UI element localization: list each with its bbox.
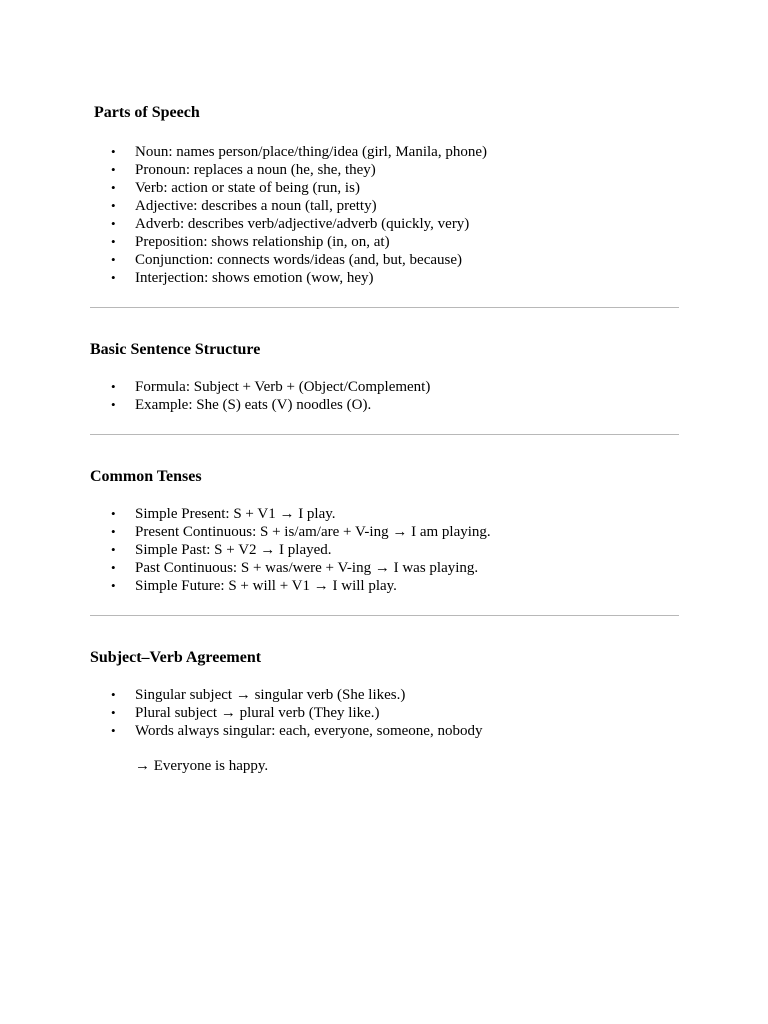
list-item: • Example: She (S) eats (V) noodles (O). — [111, 397, 372, 413]
bullet-list — [90, 143, 680, 287]
bullet-icon: • — [111, 560, 116, 575]
list-item: • Adjective: describes a noun (tall, pretty) — [111, 198, 377, 214]
list-item: • Simple Future: S + will + V1 → I will play. — [111, 578, 397, 594]
bullet-list — [90, 378, 680, 414]
bullet-icon: • — [111, 180, 116, 195]
list-item: • Past Continuous: S + was/were + V-ing → I was playing. — [111, 560, 479, 576]
horizontal-divider — [90, 434, 679, 435]
bullet-list — [90, 686, 680, 740]
bullet-icon: • — [111, 198, 116, 213]
list-item: • Conjunction: connects words/ideas (and, but, because) — [111, 252, 462, 268]
list-item: • Noun: names person/place/thing/idea (girl, Manila, phone) — [111, 144, 487, 160]
bullet-icon: • — [111, 162, 116, 177]
list-item: • Adverb: describes verb/adjective/adverb (quickly, very) — [111, 216, 470, 232]
list-item: • Formula: Subject + Verb + (Object/Complement) — [111, 379, 431, 395]
section-heading: Subject–Verb Agreement — [90, 649, 262, 666]
section-heading: Common Tenses — [90, 468, 202, 485]
section-basic-sentence-structure — [90, 340, 680, 414]
bullet-icon: • — [111, 397, 116, 412]
list-item: • Plural subject → plural verb (They like.) — [111, 705, 380, 721]
horizontal-divider — [90, 615, 679, 616]
bullet-icon: • — [111, 234, 116, 249]
section-common-tenses — [90, 467, 680, 595]
list-item: • Interjection: shows emotion (wow, hey) — [111, 270, 374, 286]
list-item: • Simple Past: S + V2 → I played. — [111, 542, 332, 558]
list-item: • Verb: action or state of being (run, is) — [111, 180, 360, 196]
section-subject-verb-agreement — [90, 648, 680, 740]
bullet-icon: • — [111, 216, 116, 231]
list-item: • Preposition: shows relationship (in, on, at) — [111, 234, 390, 250]
bullet-icon: • — [111, 705, 116, 720]
list-item: • Present Continuous: S + is/am/are + V-ing → I am playing. — [111, 524, 491, 540]
bullet-icon: • — [111, 144, 116, 159]
bullet-icon: • — [111, 270, 116, 285]
bullet-icon: • — [111, 542, 116, 557]
bullet-icon: • — [111, 379, 116, 394]
section-heading: Parts of Speech — [90, 104, 200, 121]
bullet-list — [90, 505, 680, 595]
list-item: • Words always singular: each, everyone, someone, nobody — [111, 723, 483, 739]
bullet-icon: • — [111, 252, 116, 267]
list-item: • Singular subject → singular verb (She likes.) — [111, 687, 406, 703]
section-parts-of-speech — [90, 103, 680, 287]
example-note: → Everyone is happy. — [135, 758, 269, 774]
bullet-icon: • — [111, 578, 116, 593]
bullet-icon: • — [111, 506, 116, 521]
bullet-icon: • — [111, 723, 116, 738]
bullet-icon: • — [111, 524, 116, 539]
list-item: • Simple Present: S + V1 → I play. — [111, 506, 336, 522]
bullet-icon: • — [111, 687, 116, 702]
horizontal-divider — [90, 307, 679, 308]
list-item: • Pronoun: replaces a noun (he, she, they) — [111, 162, 376, 178]
section-heading: Basic Sentence Structure — [90, 341, 261, 358]
